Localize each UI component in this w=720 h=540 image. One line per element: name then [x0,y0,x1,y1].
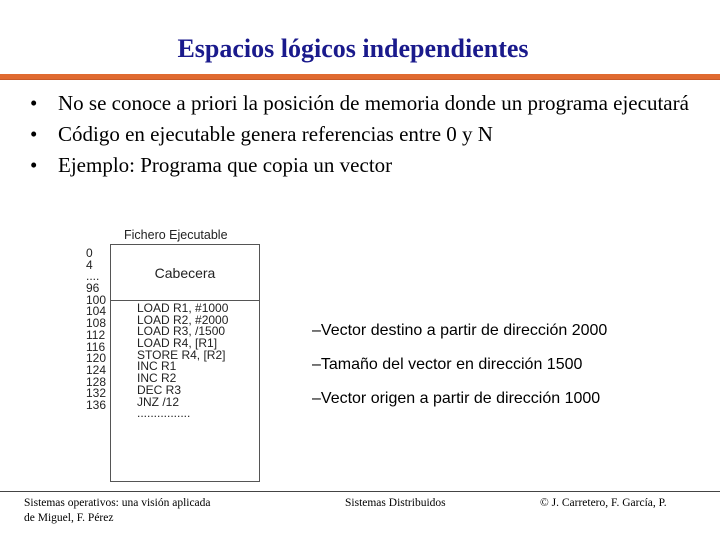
note-item: –Vector origen a partir de dirección 1000 [312,390,601,407]
address-column [86,248,106,412]
address-label: 132 [86,386,107,401]
code-line: LOAD R4, [R1] [137,336,218,351]
footer-book-title: Sistemas operativos: una visión aplicada [24,497,211,509]
header-section [111,245,259,301]
address-label: 124 [86,362,107,377]
address-label: 100 [86,292,107,307]
code-line: LOAD R1, #1000 [137,301,229,315]
title-divider-shadow [0,79,720,80]
code-line: LOAD R3, /1500 [137,324,226,339]
address-label: 4 [86,257,93,272]
bullet-list [30,90,710,183]
bullet-text: Código en ejecutable genera referencias entre 0 y N [58,122,493,146]
address-label: 112 [86,327,106,342]
file-box [110,244,260,482]
address-label: 104 [86,304,107,319]
note-item: –Tamaño del vector en dirección 1500 [312,356,583,373]
footer-left [24,496,244,526]
footer-right: © J. Carretero, F. García, P. [540,497,667,509]
bullet-text: Ejemplo: Programa que copia un vector [58,153,393,177]
bullet-item [30,90,710,117]
bullet-item [30,152,710,179]
address-label: 120 [86,351,107,366]
header-label: Cabecera [154,264,216,281]
address-label: 0 [86,246,93,260]
code-line: DEC R3 [137,382,182,397]
address-label: 128 [86,374,107,389]
footer-book-authors: de Miguel, F. Pérez [24,512,114,524]
notes-list [312,320,607,422]
executable-file-diagram [84,224,264,486]
address-label: .... [86,269,100,284]
slide-title: Espacios lógicos independientes [177,34,529,63]
address-label: 96 [86,281,100,296]
code-line: JNZ /12 [137,394,180,409]
bullet-dot-icon: • [30,91,38,115]
code-line: STORE R4, [R2] [137,347,226,362]
footer-center: Sistemas Distribuidos [345,497,446,509]
code-line: ................ [137,406,191,421]
bullet-dot-icon: • [30,153,38,177]
bullet-dot-icon: • [30,122,38,146]
bullet-text: No se conoce a priori la posición de memoria donde un programa ejecutará [58,91,689,115]
code-listing [137,303,228,420]
note-item: –Vector destino a partir de dirección 2000 [312,322,608,339]
address-label: 108 [86,316,107,331]
code-line: INC R2 [137,371,177,386]
code-line: LOAD R2, #2000 [137,312,229,327]
address-label: 116 [86,339,106,354]
figure-title: Fichero Ejecutable [124,228,228,242]
address-label: 136 [86,397,107,412]
bullet-item [30,121,710,148]
code-line: INC R1 [137,359,177,374]
footer-divider [0,491,720,492]
